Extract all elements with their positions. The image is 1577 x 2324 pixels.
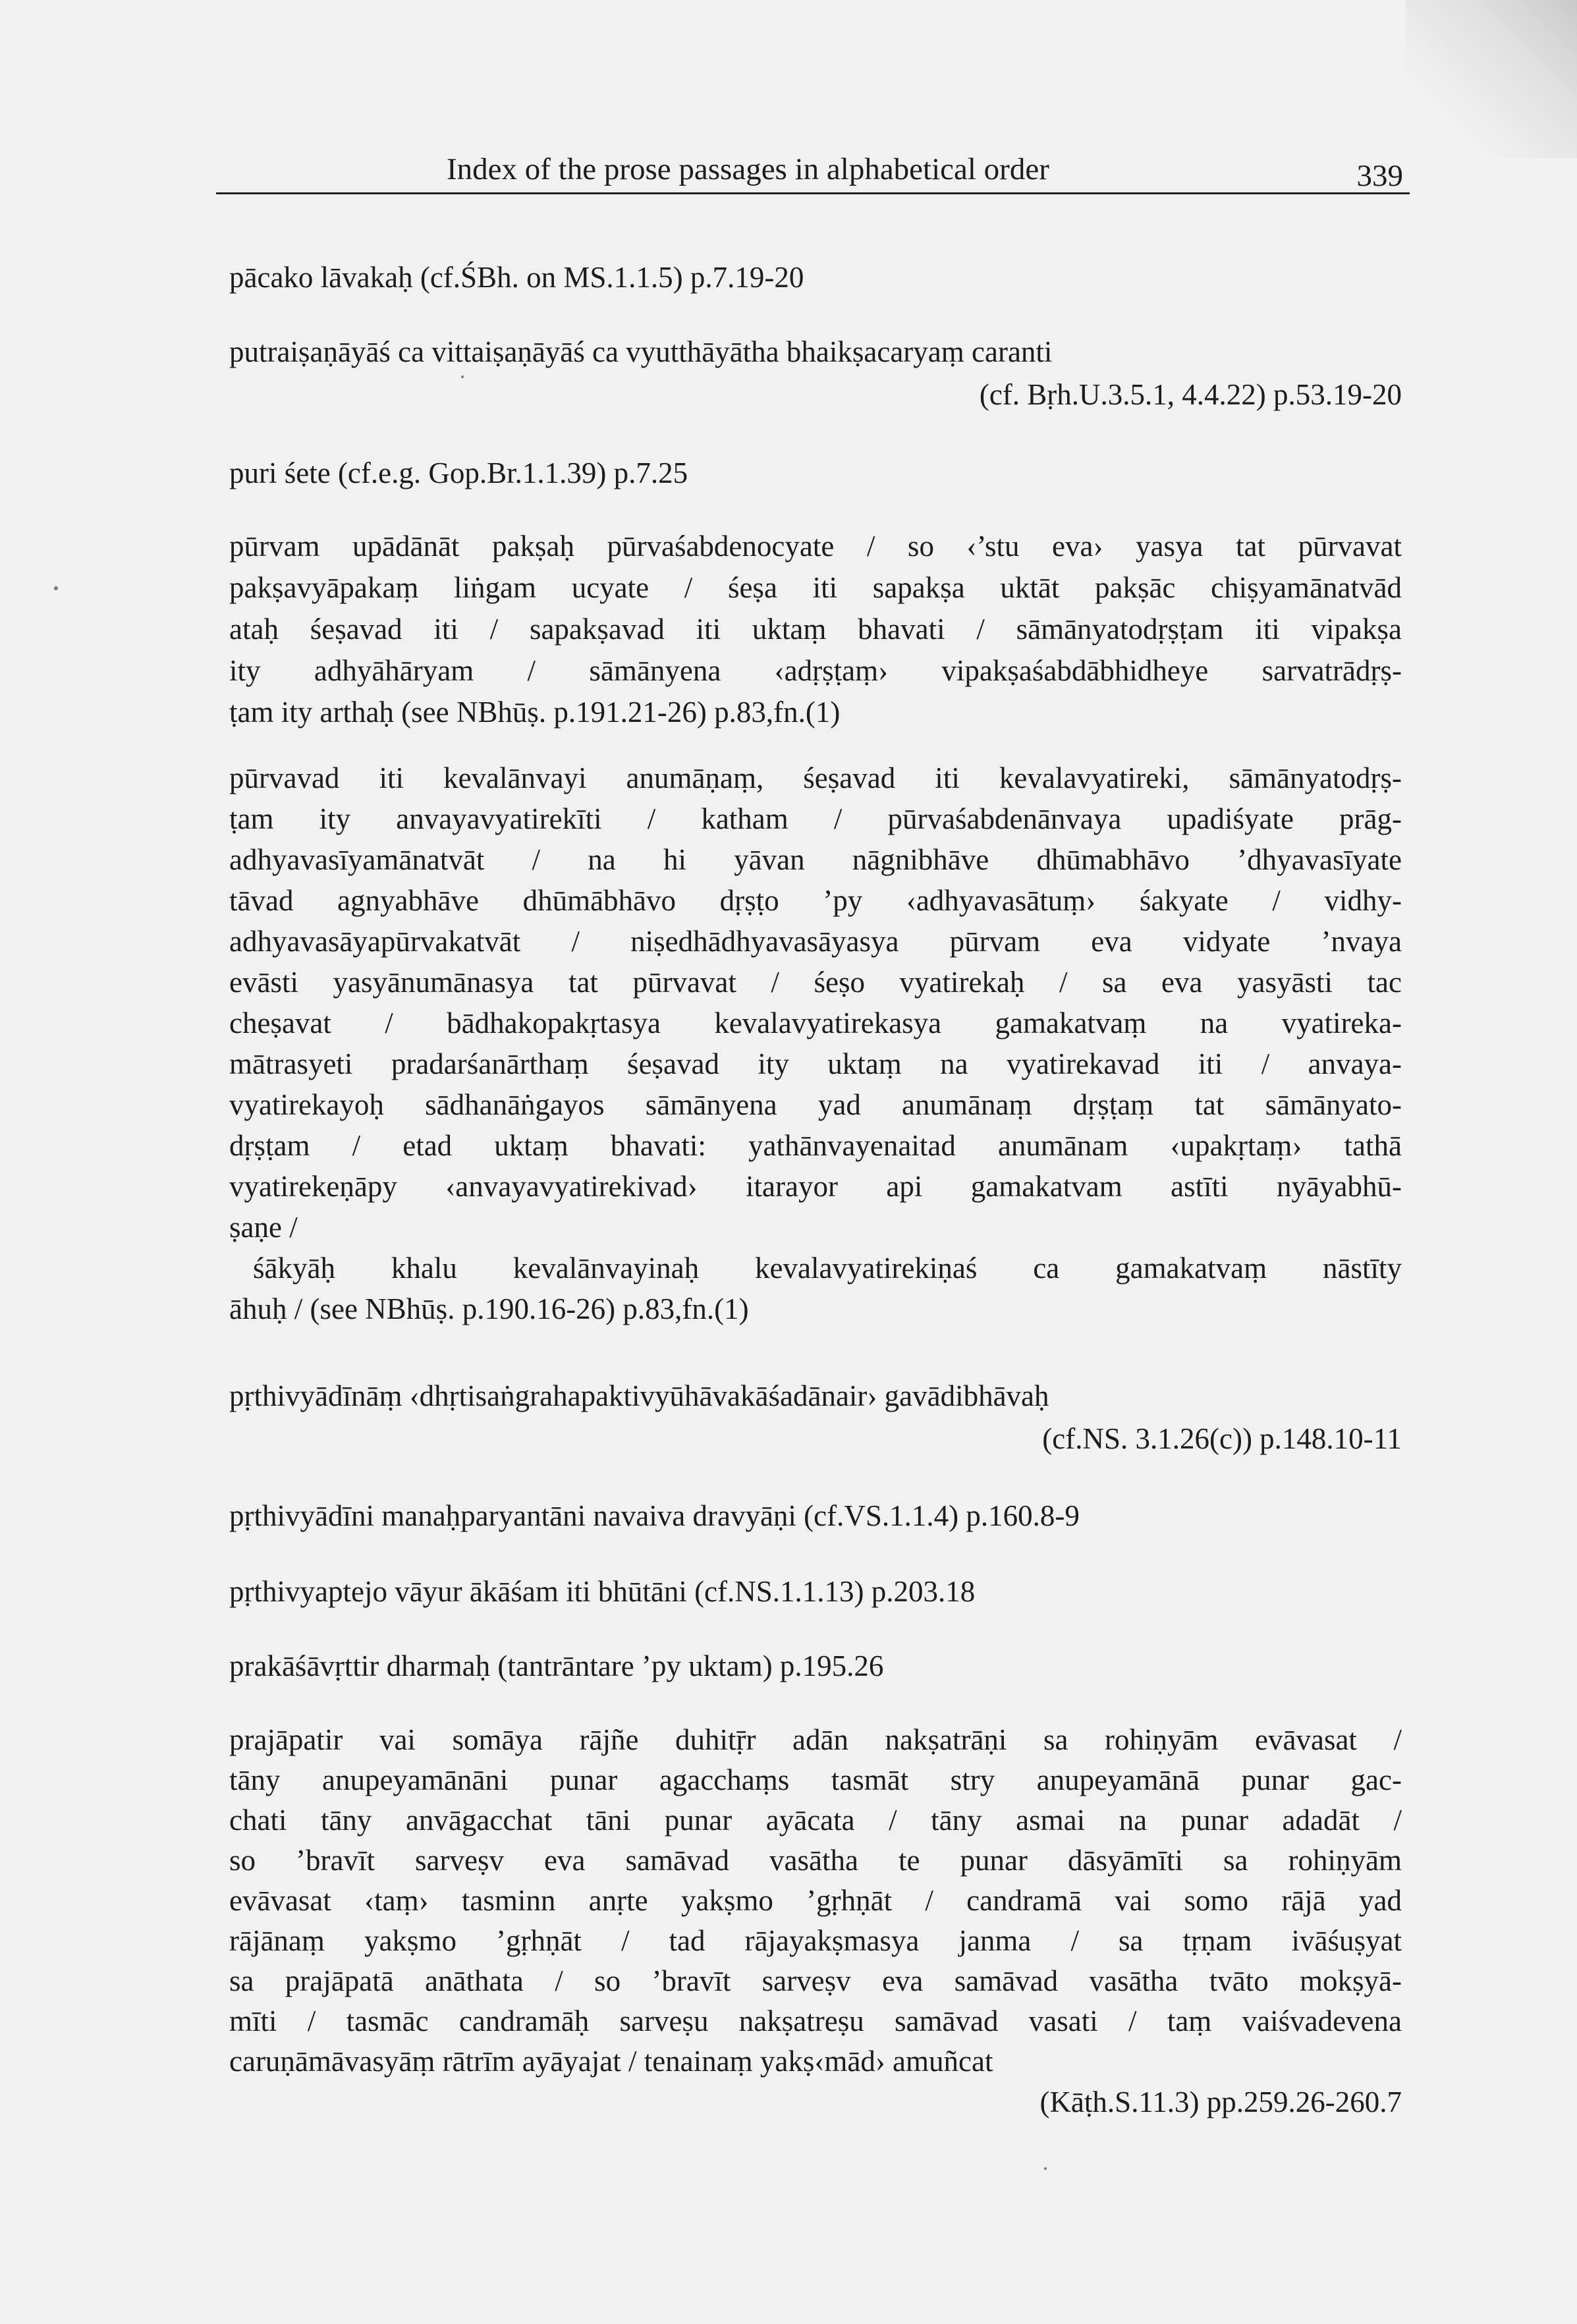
entry-line: evāvasat ‹taṃ› tasminn anṛte yakṣmo ’gṛhṇāt / candramā vai somo rājā yad <box>229 1884 1402 1917</box>
entry-line: ṣaṇe / <box>229 1211 298 1244</box>
entry-line: adhyavasīyamānatvāt / na hi yāvan nāgnibhāve dhūmabhāvo ’dhyavasīyate <box>229 843 1402 876</box>
entry-line: sa prajāpatā anāthata / so ’bravīt sarveṣv eva samāvad vasātha tvāto mokṣyā- <box>229 1964 1402 1997</box>
entry-reference: (cf.NS. 3.1.26(c)) p.148.10-11 <box>1042 1422 1402 1455</box>
entry-line: putraiṣaṇāyāś ca vittaiṣaṇāyāś ca vyutthāyātha bhaikṣacaryaṃ caranti <box>229 335 1053 368</box>
scan-shadow <box>1406 0 1577 158</box>
entry-line: pṛthivyādīnāṃ ‹dhṛtisaṅgrahapaktivyūhāvakāśadānair› gavādibhāvaḥ <box>229 1379 1049 1412</box>
scan-speck <box>461 375 464 378</box>
entry-line: prajāpatir vai somāya rājñe duhitṝr adān nakṣatrāṇi sa rohiṇyām evāvasat / <box>229 1723 1402 1756</box>
page-number: 339 <box>1356 159 1403 193</box>
entry-line: cheṣavat / bādhakopakṛtasya kevalavyatirekasya gamakatvaṃ na vyatireka- <box>229 1007 1402 1039</box>
entry-reference: (cf. Bṛh.U.3.5.1, 4.4.22) p.53.19-20 <box>979 378 1402 411</box>
entry-line: puri śete (cf.e.g. Gop.Br.1.1.39) p.7.25 <box>229 456 688 489</box>
entry-line: evāsti yasyānumānasya tat pūrvavat / śeṣo vyatirekaḥ / sa eva yasyāsti tac <box>229 966 1402 999</box>
scan-speck <box>54 586 58 590</box>
entry-line: mīti / tasmāc candramāḥ sarveṣu nakṣatreṣu samāvad vasati / taṃ vaiśvadevena <box>229 2005 1402 2037</box>
entry-line: āhuḥ / (see NBhūṣ. p.190.16-26) p.83,fn.(1) <box>229 1292 749 1325</box>
scan-speck <box>1044 2167 1047 2170</box>
entry-line: pūrvam upādānāt pakṣaḥ pūrvaśabdenocyate / so ‹’stu eva› yasya tat pūrvavat <box>229 530 1402 563</box>
entry-line: vyatirekayoḥ sādhanāṅgayos sāmānyena yad anumānaṃ dṛṣṭaṃ tat sāmānyato- <box>229 1088 1402 1121</box>
entry-line: adhyavasāyapūrvakatvāt / niṣedhādhyavasāyasya pūrvam eva vidyate ’nvaya <box>229 925 1402 958</box>
entry-line: dṛṣṭam / etad uktaṃ bhavati: yathānvayenaitad anumānam ‹upakṛtaṃ› tathā <box>229 1129 1402 1162</box>
entry-line: pṛthivyādīni manaḥparyantāni navaiva dravyāṇi (cf.VS.1.1.4) p.160.8-9 <box>229 1499 1080 1532</box>
entry-line: mātrasyeti pradarśanārthaṃ śeṣavad ity uktaṃ na vyatirekavad iti / anvaya- <box>229 1047 1402 1080</box>
entry-line: rājānaṃ yakṣmo ’gṛhṇāt / tad rājayakṣmasya janma / sa tṛṇam ivāśuṣyat <box>229 1924 1402 1957</box>
entry-line: pūrvavad iti kevalānvayi anumāṇaṃ, śeṣavad iti kevalavyatireki, sāmānyatodṛṣ- <box>229 761 1402 794</box>
entry-line: ṭam ity arthaḥ (see NBhūṣ. p.191.21-26) p.83,fn.(1) <box>229 696 841 729</box>
entry-reference: (Kāṭh.S.11.3) pp.259.26-260.7 <box>1039 2086 1402 2118</box>
entry-line: śākyāḥ khalu kevalānvayinaḥ kevalavyatirekiṇaś ca gamakatvaṃ nāstīty <box>253 1252 1402 1285</box>
entry-line: tāny anupeyamānāni punar agacchaṃs tasmāt stry anupeyamānā punar gac- <box>229 1763 1402 1796</box>
entry-line: so ’bravīt sarveṣv eva samāvad vasātha te punar dāsyāmīti sa rohiṇyām <box>229 1844 1402 1877</box>
entry-line: ṭam ity anvayavyatirekīti / katham / pūrvaśabdenānvaya upadiśyate prāg- <box>229 802 1402 835</box>
entry-line: caruṇāmāvasyāṃ rātrīm ayāyajat / tenainaṃ yakṣ‹mād› amuñcat <box>229 2045 993 2078</box>
entry-line: vyatirekeṇāpy ‹anvayavyatirekivad› itarayor api gamakatvam astīti nyāyabhū- <box>229 1170 1402 1203</box>
entry-line: pṛthivyaptejo vāyur ākāśam iti bhūtāni (cf.NS.1.1.13) p.203.18 <box>229 1575 976 1608</box>
entry-line: chati tāny anvāgacchat tāni punar ayācata / tāny asmai na punar adadāt / <box>229 1804 1402 1837</box>
entry-line: prakāśāvṛttir dharmaḥ (tantrāntare ’py uktam) p.195.26 <box>229 1649 884 1682</box>
entry-line: pācako lāvakaḥ (cf.ŚBh. on MS.1.1.5) p.7.19-20 <box>229 261 804 294</box>
entry-line: pakṣavyāpakaṃ liṅgam ucyate / śeṣa iti sapakṣa uktāt pakṣāc chiṣyamānatvād <box>229 571 1402 604</box>
running-header <box>216 146 1410 194</box>
header-title: Index of the prose passages in alphabetical order <box>447 152 1049 186</box>
entry-line: tāvad agnyabhāve dhūmābhāvo dṛṣṭo ’py ‹adhyavasātuṃ› śakyate / vidhy- <box>229 884 1402 917</box>
entry-line: ataḥ śeṣavad iti / sapakṣavad iti uktaṃ bhavati / sāmānyatodṛṣṭam iti vipakṣa <box>229 613 1402 646</box>
entry-line: ity adhyāhāryam / sāmānyena ‹adṛṣṭaṃ› vipakṣaśabdābhidheye sarvatrādṛṣ- <box>229 654 1402 687</box>
